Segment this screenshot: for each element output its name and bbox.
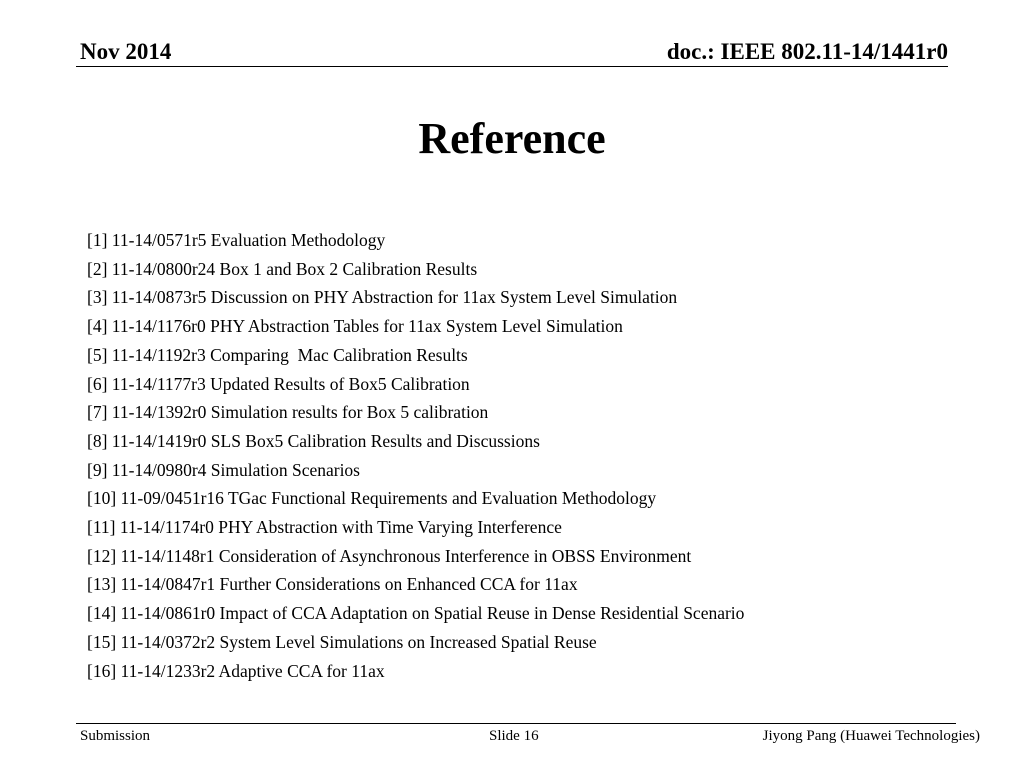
reference-item: [4] 11-14/1176r0 PHY Abstraction Tables for 11ax System Level Simulation xyxy=(87,316,623,337)
reference-item: [7] 11-14/1392r0 Simulation results for Box 5 calibration xyxy=(87,402,489,423)
footer-submission: Submission xyxy=(80,728,151,744)
reference-item: [3] 11-14/0873r5 Discussion on PHY Abstraction for 11ax System Level Simulation xyxy=(87,287,678,308)
reference-item: [15] 11-14/0372r2 System Level Simulations on Increased Spatial Reuse xyxy=(87,631,597,652)
reference-item: [8] 11-14/1419r0 SLS Box5 Calibration Results and Discussions xyxy=(87,430,540,451)
footer-author: Jiyong Pang (Huawei Technologies) xyxy=(762,728,980,744)
reference-item: [6] 11-14/1177r3 Updated Results of Box5 Calibration xyxy=(87,373,470,394)
header-doc-id: doc.: IEEE 802.11-14/1441r0 xyxy=(666,39,948,64)
header-divider xyxy=(76,66,948,67)
reference-item: [16] 11-14/1233r2 Adaptive CCA for 11ax xyxy=(87,660,385,681)
reference-item: [11] 11-14/1174r0 PHY Abstraction with Time Varying Interference xyxy=(87,517,562,538)
reference-item: [12] 11-14/1148r1 Consideration of Asynchronous Interference in OBSS Environment xyxy=(87,545,692,566)
footer-divider xyxy=(76,723,956,724)
reference-item: [1] 11-14/0571r5 Evaluation Methodology xyxy=(87,230,386,250)
footer-slide-number: Slide 16 xyxy=(489,728,539,744)
reference-item: [9] 11-14/0980r4 Simulation Scenarios xyxy=(87,459,360,480)
header-date: Nov 2014 xyxy=(80,39,172,64)
reference-item: [14] 11-14/0861r0 Impact of CCA Adaptation on Spatial Reuse in Dense Residential Scenario xyxy=(87,603,745,624)
reference-list xyxy=(87,226,744,685)
reference-item: [10] 11-09/0451r16 TGac Functional Requirements and Evaluation Methodology xyxy=(87,488,657,509)
reference-item: [5] 11-14/1192r3 Comparing Mac Calibration Results xyxy=(87,344,468,365)
reference-item: [13] 11-14/0847r1 Further Considerations on Enhanced CCA for 11ax xyxy=(87,574,578,595)
slide-title: Reference xyxy=(418,114,606,163)
reference-item: [2] 11-14/0800r24 Box 1 and Box 2 Calibration Results xyxy=(87,258,478,279)
